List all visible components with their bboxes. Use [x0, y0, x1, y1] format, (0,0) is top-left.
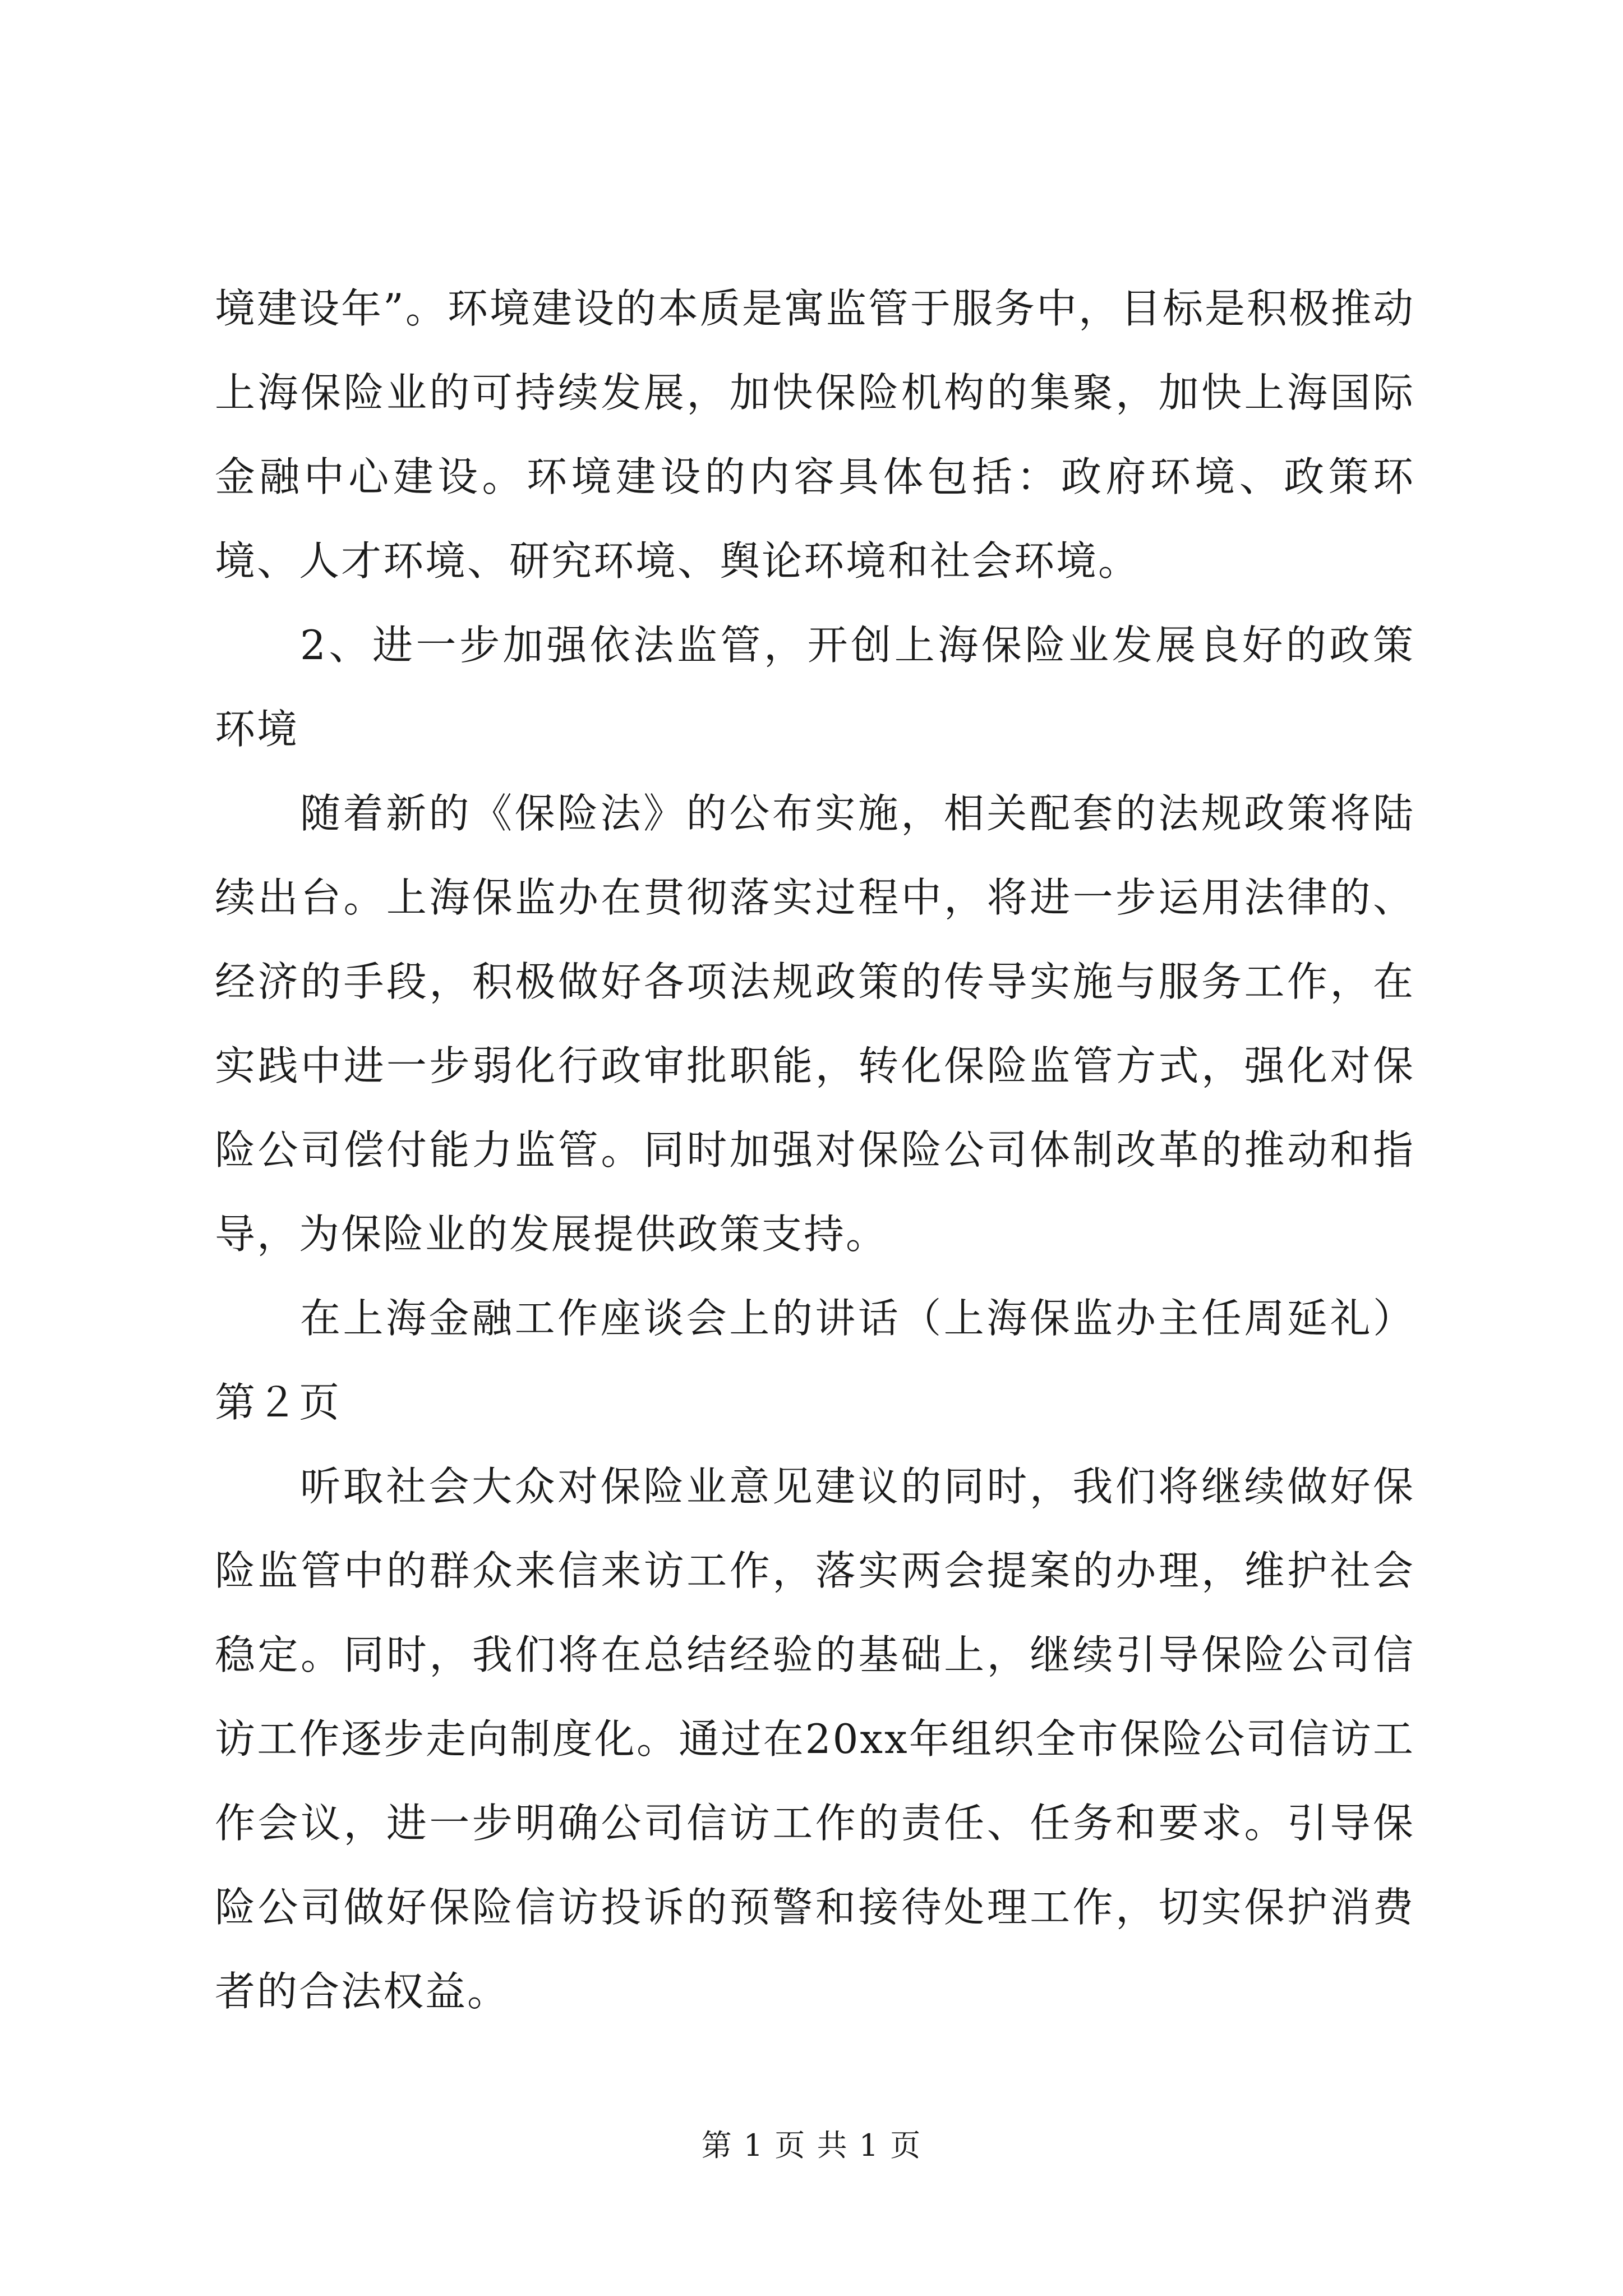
page-footer: 第 1 页 共 1 页: [701, 2128, 922, 2163]
document-body: [215, 266, 1415, 2033]
speech-title-line: 在上海金融工作座谈会上的讲话（上海保监办主任周延礼）第２页: [215, 1295, 1415, 1426]
paragraph: 听取社会大众对保险业意见建议的同时，我们将继续做好保险监管中的群众来信来访工作，落实两会提案的办理，维护社会稳定。同时，我们将在总结经验的基础上，继续引导保险公司信访工作逐步走向制度化。通过在20xx年组织全市保险公司信访工作会议，进一步明确公司信访工作的责任、任务和要求。引导保险公司做好保险信访投诉的预警和接待处理工作，切实保护消费者的合法权益。: [215, 1463, 1415, 2015]
paragraph: 境建设年”。环境建设的本质是寓监管于服务中，目标是积极推动上海保险业的可持续发展，加快保险机构的集聚，加快上海国际金融中心建设。环境建设的内容具体包括：政府环境、政策环境、人才环境、研究环境、舆论环境和社会环境。: [215, 285, 1415, 585]
section-heading: 2、进一步加强依法监管，开创上海保险业发展良好的政策环境: [215, 622, 1415, 753]
paragraph: 随着新的《保险法》的公布实施，相关配套的法规政策将陆续出台。上海保监办在贯彻落实过程中，将进一步运用法律的、经济的手段，积极做好各项法规政策的传导实施与服务工作，在实践中进一步弱化行政审批职能，转化保险监管方式，强化对保险公司偿付能力监管。同时加强对保险公司体制改革的推动和指导，为保险业的发展提供政策支持。: [215, 790, 1415, 1258]
